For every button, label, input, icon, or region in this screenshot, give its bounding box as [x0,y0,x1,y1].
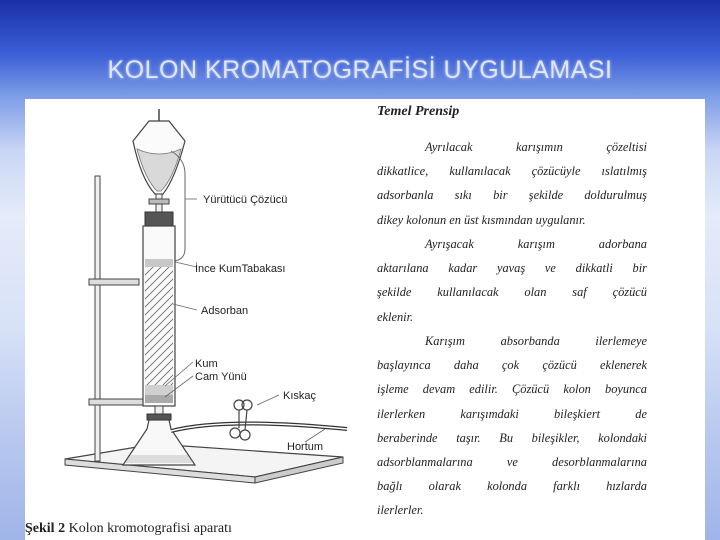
lower-clamp [89,399,144,405]
text-line: Ayrışacak karışım adorbana [425,237,647,251]
stand-rod [95,176,100,461]
text-line: Karışım absorbanda ilerlemeye [425,334,647,348]
caption-number: Şekil 2 [25,521,66,536]
text-line: ilerlerken karışımdaki bileşkiert de [377,406,647,421]
label-cam-yunu: Cam Yünü [195,371,247,383]
adsorbent-packing [145,267,173,385]
text-line: şekilde kullanılacak olan saf çözücü [377,285,647,300]
paragraph-3 [377,329,647,523]
text-line: bağlı olarak kolonda farklı hızlarda [377,479,647,494]
caption-text: Kolon kromotografisi aparatı [68,521,232,536]
text-line: dikey kolonun en üst kısmından uygulanır. [377,212,586,227]
section-heading: Temel Prensip [377,104,460,119]
hose-clamp [230,400,252,440]
slide-title: KOLON KROMATOGRAFİSİ UYGULAMASI [107,56,613,84]
label-adsorban: Adsorban [201,305,249,317]
column-apparatus-figure [25,99,370,540]
upper-clamp [89,279,139,285]
label-kiskac: Kıskaç [283,390,317,402]
text-line: dikkatlice, kullanılacak çözücüyle ıslatılmış [377,164,647,179]
slide-content [25,99,705,540]
label-ince-kum-tabakasi: İnce KumTabakası [195,263,286,275]
text-line: ilerlerler. [377,503,424,518]
paragraph-1 [377,135,647,232]
text-line: işleme devam edilir. Çözücü kolon boyunca [377,382,647,397]
text-line: adsorbanla sıkı bir şekilde doldurulmuş [377,188,647,203]
text-line: adsorblanmalarına ve desorblanmalarına [377,455,647,470]
text-line: eklenir. [377,309,414,324]
label-yurutucu-cozucu: Yürütücü Çözücü [203,194,288,206]
paragraph-2 [377,232,647,329]
principle-text [377,99,683,540]
label-kum: Kum [195,358,218,370]
label-hortum: Hortum [287,441,324,453]
text-line: başlayınca daha çok çözücü eklenerek [377,358,647,373]
figure-caption [25,521,232,537]
text-line: beraberinde taşır. Bu bileşikler, kolondaki [377,430,647,445]
text-line: aktarılana kadar yavaş ve dikkatli bir [377,261,647,276]
text-line: Ayrılacak karışımın çözeltisi [425,140,647,154]
